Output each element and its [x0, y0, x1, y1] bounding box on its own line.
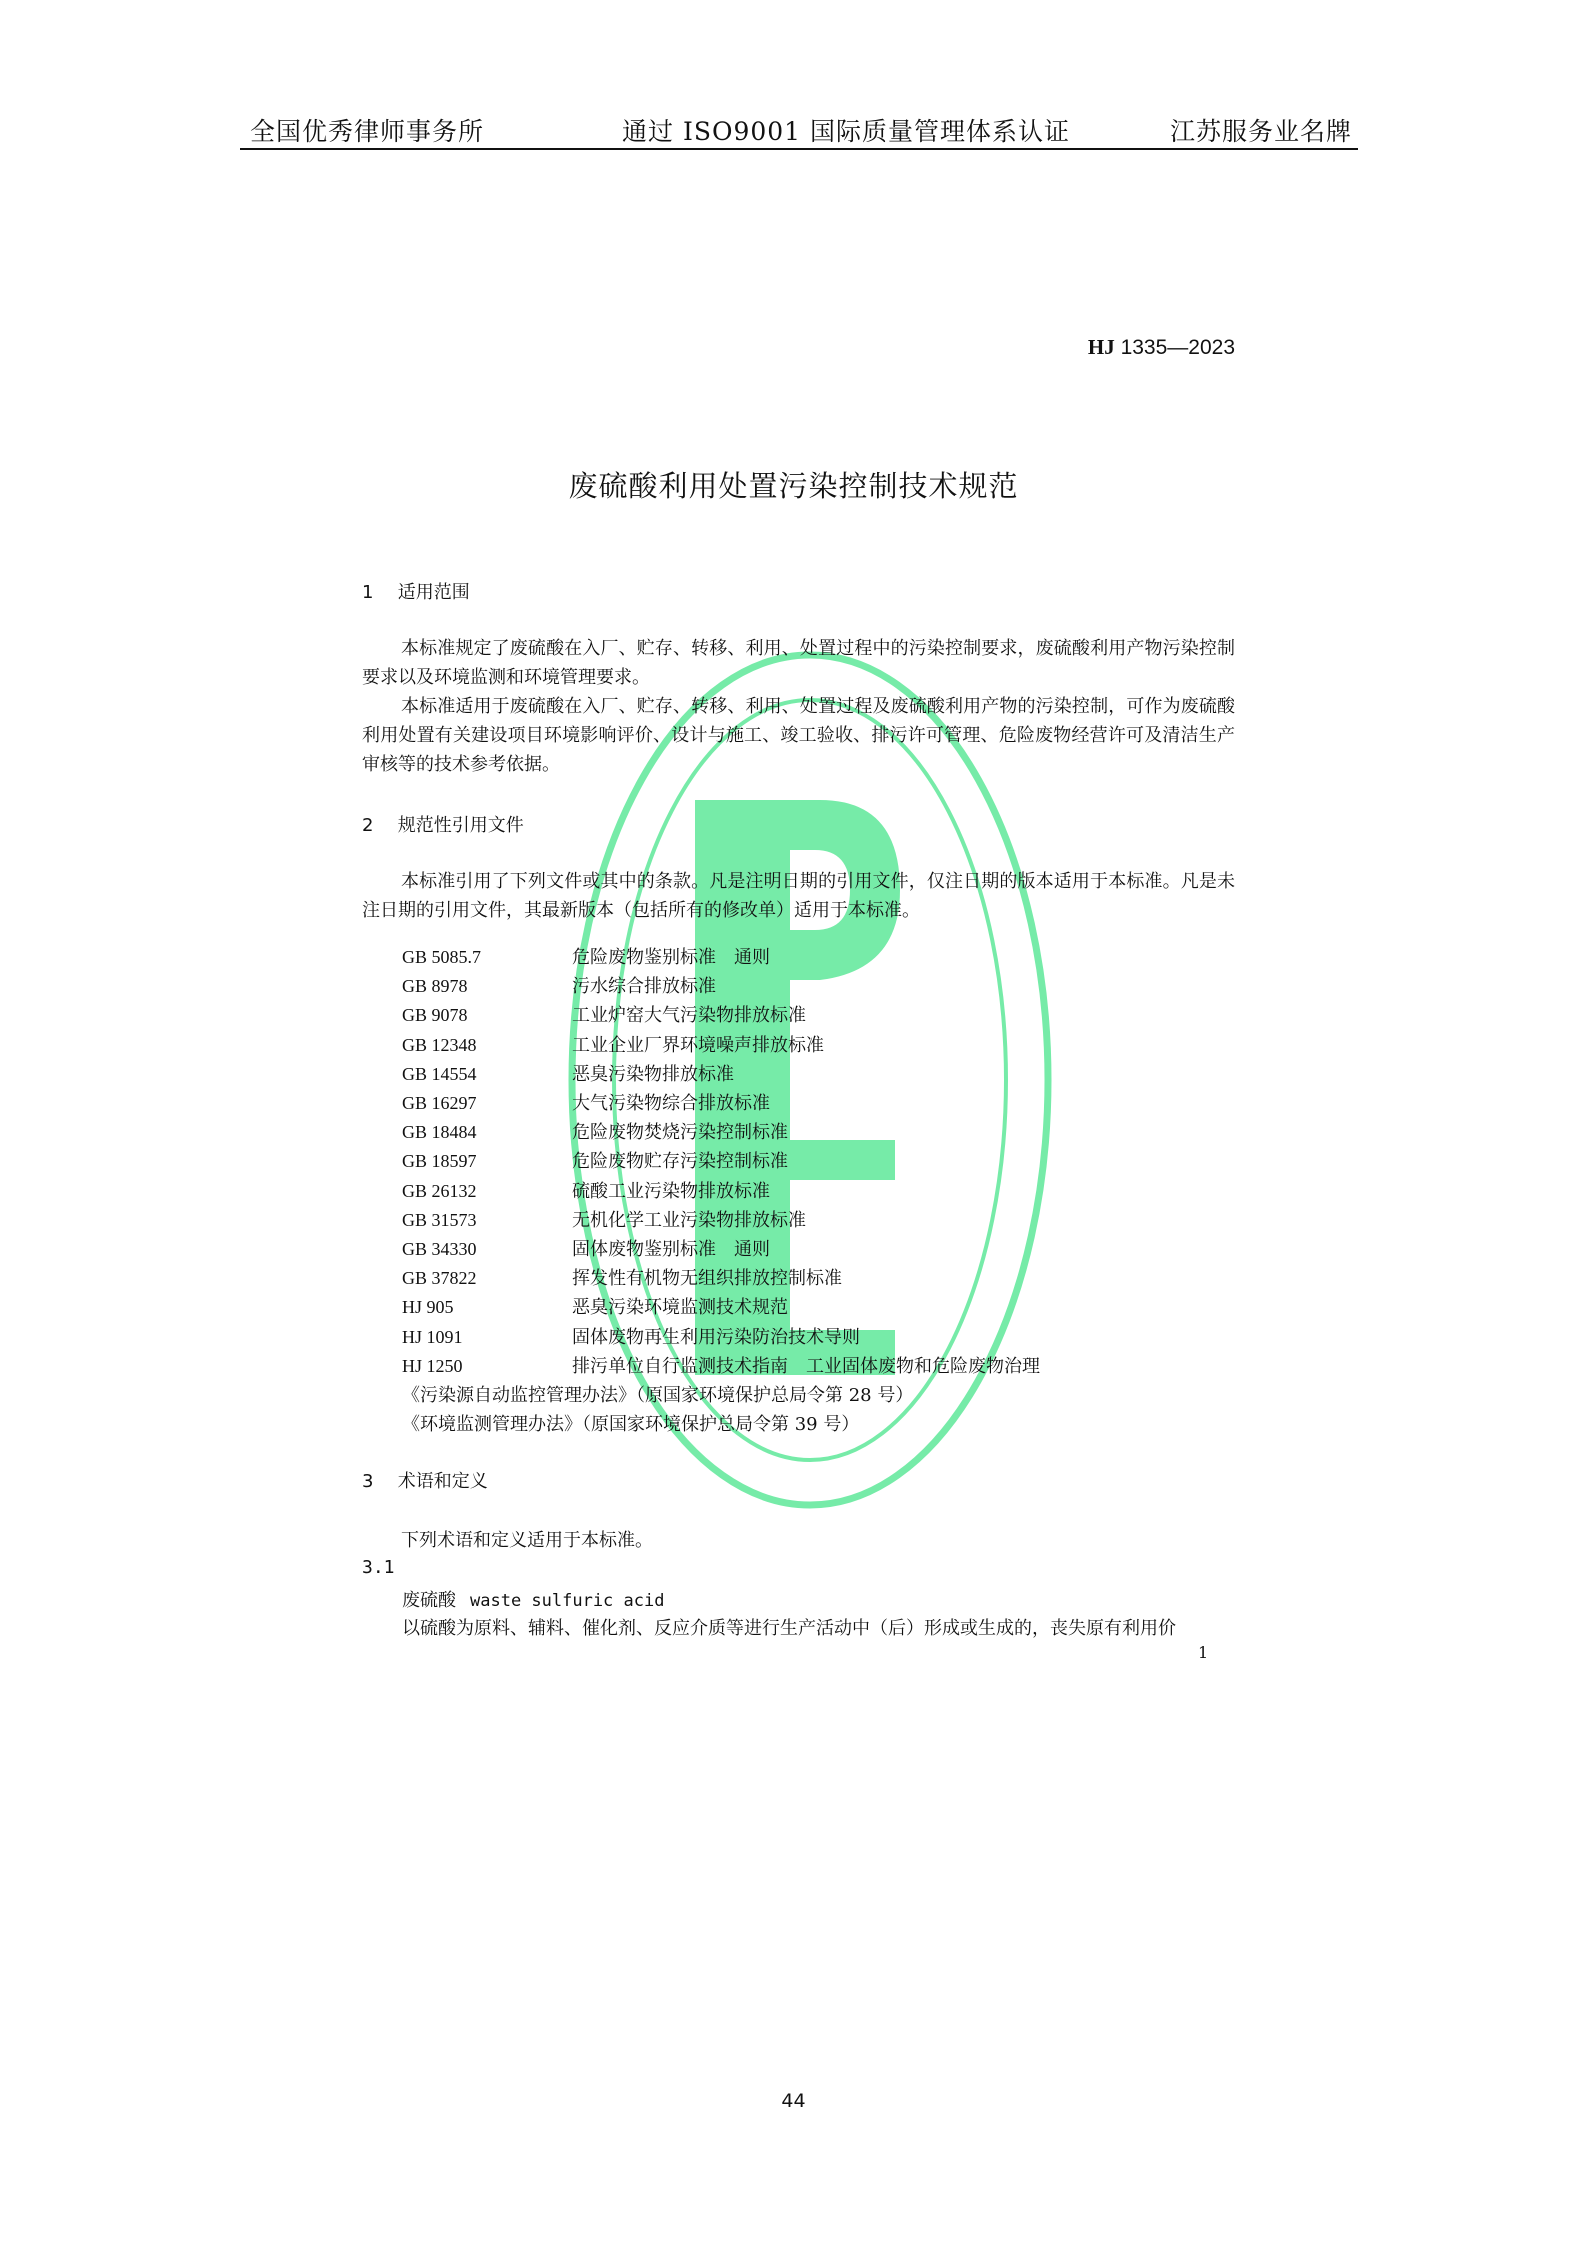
reference-title: 污水综合排放标准: [572, 976, 716, 998]
reference-code: GB 5085.7: [402, 947, 482, 967]
header-divider: [240, 148, 1358, 150]
reference-code: GB 26132: [402, 1180, 477, 1201]
reference-code: GB 8978: [402, 976, 468, 997]
section-1-paragraph-2: 本标准适用于废硫酸在入厂、贮存、转移、利用、处置过程及废硫酸利用产物的污染控制，可作为废硫酸利用处置有关建设项目环境影响评价、设计与施工、竣工验收、排污许可管理、危险废物经营许可及清洁生产审核等的技术参考依据。: [362, 696, 1235, 775]
standard-code: [1088, 335, 1235, 360]
reference-title: 危险废物鉴别标准 通则: [572, 947, 770, 968]
reference-code: GB 9078: [402, 1005, 468, 1026]
reference-title: 恶臭污染环境监测技术规范: [572, 1297, 788, 1319]
reference-item: [402, 943, 1040, 972]
reference-item: [402, 1235, 1040, 1264]
header-right-text: 江苏服务业名牌: [1169, 117, 1352, 146]
reference-code: GB 14554: [402, 1063, 477, 1084]
section-3-heading: [362, 1467, 488, 1493]
reference-title: 固体废物鉴别标准 通则: [572, 1239, 770, 1261]
running-header: [240, 112, 1358, 148]
header-middle-text: 通过 ISO9001 国际质量管理体系认证: [622, 117, 1071, 146]
reference-item: [402, 1293, 1040, 1322]
reference-item: [402, 1206, 1040, 1235]
reference-title: 固体废物再生利用污染防治技术导则: [572, 1326, 860, 1348]
reference-code: GB 31573: [402, 1209, 477, 1230]
section-1-paragraph-1: 本标准规定了废硫酸在入厂、贮存、转移、利用、处置过程中的污染控制要求，废硫酸利用产物污染控制要求以及环境监测和环境管理要求。: [362, 638, 1235, 688]
standard-code-prefix: HJ: [1087, 335, 1115, 359]
reference-title: 排污单位自行监测技术指南 工业固体废物和危险废物治理: [572, 1355, 1040, 1377]
document-title: 废硫酸利用处置污染控制技术规范: [568, 469, 1019, 503]
reference-code: HJ 905: [402, 1297, 454, 1318]
standard-code-number: 1335—2023: [1120, 336, 1235, 359]
section-title: 适用范围: [397, 582, 470, 603]
section-title: 规范性引用文件: [397, 815, 524, 836]
reference-item: [402, 1264, 1040, 1293]
term-definition: 以硫酸为原料、辅料、催化剂、反应介质等进行生产活动中（后）形成或生成的，丧失原有利用价: [402, 1618, 1176, 1639]
reference-item: [402, 1323, 1040, 1352]
term-english: waste sulfuric acid: [470, 1591, 665, 1611]
reference-item: [402, 1147, 1040, 1176]
reference-title: 大气污染物综合排放标准: [572, 1093, 770, 1115]
reference-code: GB 12348: [402, 1034, 477, 1055]
reference-title: 工业企业厂界环境噪声排放标准: [572, 1034, 824, 1056]
reference-item: [402, 1352, 1040, 1381]
section-number: 1: [362, 582, 374, 603]
reference-title: 工业炉窑大气污染物排放标准: [572, 1005, 806, 1027]
reference-code: GB 18484: [402, 1122, 477, 1143]
reference-item: [402, 1001, 1040, 1030]
section-number: 2: [362, 815, 374, 836]
reference-item: [402, 1060, 1040, 1089]
reference-item: [402, 1177, 1040, 1206]
section-2-paragraph-1: 本标准引用了下列文件或其中的条款。凡是注明日期的引用文件，仅注日期的版本适用于本标准。凡是未注日期的引用文件，其最新版本（包括所有的修改单）适用于本标准。: [362, 871, 1235, 921]
header-left-text: 全国优秀律师事务所: [250, 117, 485, 146]
reference-title: 无机化学工业污染物排放标准: [572, 1209, 806, 1231]
reference-code: GB 34330: [402, 1239, 477, 1260]
term-number: 3.1: [362, 1557, 395, 1578]
reference-title: 恶臭污染物排放标准: [572, 1063, 734, 1085]
section-3-paragraph-1: 下列术语和定义适用于本标准。: [401, 1530, 653, 1551]
reference-item: [402, 1118, 1040, 1147]
reference-item: 《污染源自动监控管理办法》（原国家环境保护总局令第 28 号）: [402, 1385, 914, 1407]
reference-item: [402, 1089, 1040, 1118]
normative-references-list: [402, 943, 1040, 1439]
term-heading: [402, 1586, 664, 1612]
reference-title: 挥发性有机物无组织排放控制标准: [572, 1268, 842, 1290]
page-number: 44: [781, 2090, 806, 2112]
inner-page-number: 1: [1198, 1643, 1209, 1662]
reference-title: 危险废物焚烧污染控制标准: [572, 1122, 788, 1144]
section-1-heading: [362, 578, 470, 604]
term-chinese: 废硫酸: [402, 1590, 456, 1611]
reference-code: HJ 1091: [402, 1326, 463, 1347]
reference-item: 《环境监测管理办法》（原国家环境保护总局令第 39 号）: [402, 1414, 860, 1436]
reference-title: 危险废物贮存污染控制标准: [572, 1151, 788, 1173]
section-title: 术语和定义: [397, 1471, 488, 1492]
reference-item: [402, 1031, 1040, 1060]
reference-title: 硫酸工业污染物排放标准: [572, 1180, 770, 1202]
reference-code: GB 18597: [402, 1151, 477, 1172]
section-number: 3: [362, 1471, 374, 1492]
section-2-heading: [362, 811, 524, 837]
reference-code: GB 37822: [402, 1268, 477, 1289]
reference-item: [402, 972, 1040, 1001]
reference-code: HJ 1250: [402, 1355, 463, 1376]
reference-code: GB 16297: [402, 1093, 477, 1114]
